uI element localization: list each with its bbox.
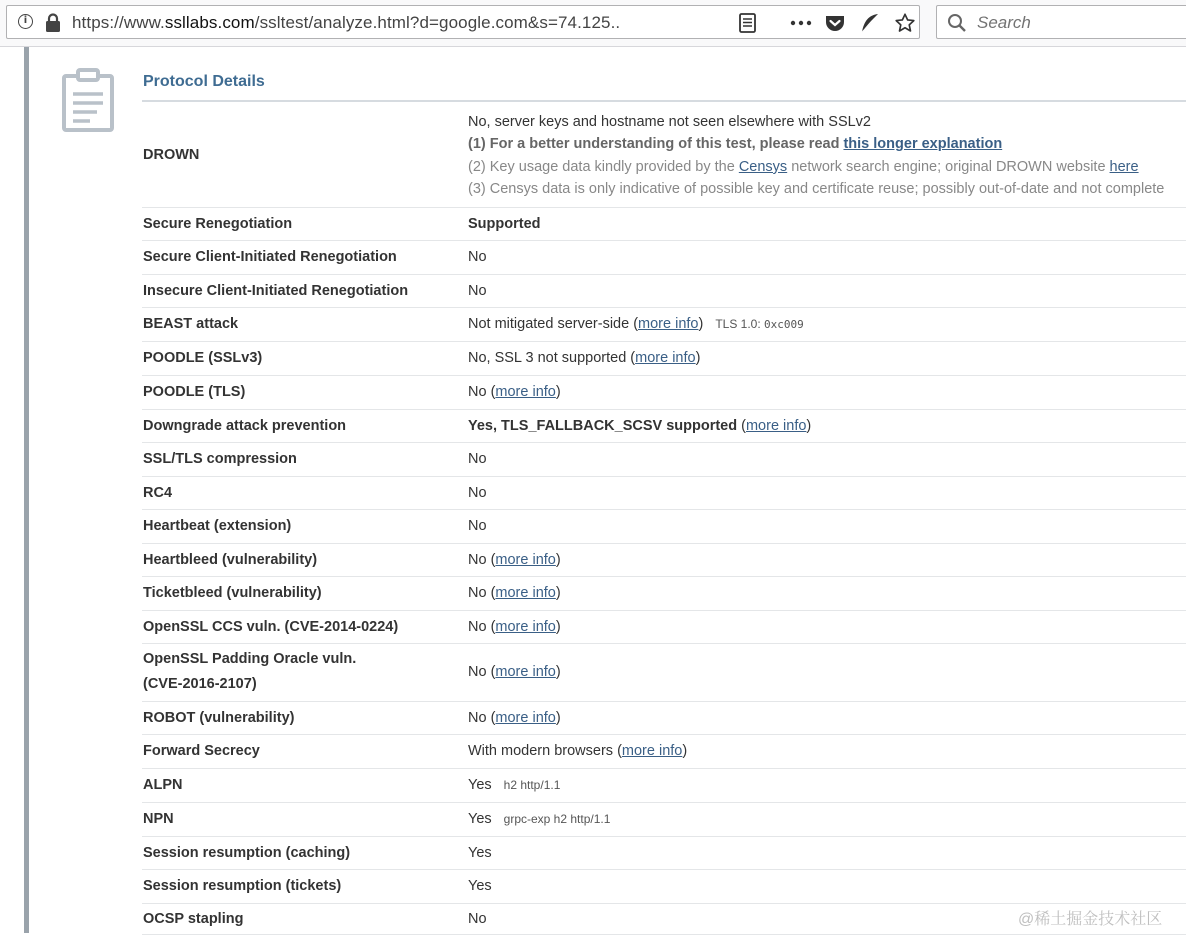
row-label: BEAST attack (142, 307, 468, 341)
protocol-list: h2 http/1.1 (503, 778, 561, 792)
row-value: No (468, 509, 1186, 543)
row-value: No (468, 476, 1186, 509)
protocol-list: grpc-exp h2 http/1.1 (503, 812, 611, 826)
page-left-border (24, 47, 29, 933)
row-value: No (468, 903, 1186, 934)
more-info-link[interactable]: more info (621, 743, 683, 759)
table-row (142, 869, 1186, 903)
table-row (142, 307, 1186, 341)
url-text[interactable]: https://www.ssllabs.com/ssltest/analyze.html?d=google.com&s=74.125.. (72, 13, 621, 32)
row-value: No (more info) (468, 643, 1186, 701)
more-info-link[interactable]: more info (495, 664, 556, 680)
drown-website-link[interactable]: here (1109, 158, 1139, 175)
row-label: Secure Client-Initiated Renegotiation (142, 240, 468, 274)
protocol-details-table (142, 103, 1186, 935)
drown-note-2: (2) Key usage data kindly provided by the Censys network search engine; original DROWN website here (468, 158, 1139, 175)
more-info-link[interactable]: more info (495, 585, 556, 601)
row-value: No (more info) (468, 375, 1186, 409)
row-value: Yes h2 http/1.1 (468, 768, 1186, 802)
row-value: Yes, TLS_FALLBACK_SCSV supported (more info) (468, 409, 1186, 442)
section-divider (142, 100, 1186, 102)
row-label: Insecure Client-Initiated Renegotiation (142, 274, 468, 307)
drown-result: No, server keys and hostname not seen elsewhere with SSLv2 (468, 113, 871, 130)
row-label: Downgrade attack prevention (142, 409, 468, 442)
more-actions-icon[interactable] (789, 11, 813, 35)
search-placeholder: Search (977, 13, 1031, 32)
row-label: Session resumption (tickets) (142, 869, 468, 903)
drown-note-1: (1) For a better understanding of this test, please read this longer explanation (468, 136, 1003, 153)
row-value: No (more info) (468, 576, 1186, 610)
drown-note-3: (3) Censys data is only indicative of possible key and certificate reuse; possibly out-of-date and not complete (468, 181, 1165, 198)
site-info-icon[interactable]: i (18, 14, 33, 29)
table-row (142, 802, 1186, 836)
table-row (142, 442, 1186, 476)
row-label: Session resumption (caching) (142, 836, 468, 869)
censys-link[interactable]: Censys (738, 158, 788, 175)
table-row (142, 734, 1186, 768)
row-label: POODLE (TLS) (142, 375, 468, 409)
row-value (468, 103, 1186, 207)
lock-icon[interactable] (45, 13, 61, 33)
watermark: @稀土掘金技术社区 (1018, 911, 1163, 928)
row-label: RC4 (142, 476, 468, 509)
row-label: Secure Renegotiation (142, 207, 468, 240)
table-row (142, 409, 1186, 442)
table-row (142, 543, 1186, 576)
row-label: NPN (142, 802, 468, 836)
row-value: No (468, 274, 1186, 307)
table-row (142, 610, 1186, 643)
more-info-link[interactable]: more info (495, 551, 556, 568)
table-row (142, 836, 1186, 869)
table-row (142, 701, 1186, 734)
section-title: Protocol Details (143, 73, 265, 90)
row-value: Yes (468, 836, 1186, 869)
row-label: Forward Secrecy (142, 734, 468, 768)
search-icon (947, 13, 967, 33)
row-value: Supported (468, 207, 1186, 240)
cipher-detail: TLS 1.0: 0xc009 (715, 317, 804, 331)
row-label: OCSP stapling (142, 903, 468, 934)
row-value: Not mitigated server-side (more info) TLS 1.0: 0xc009 (468, 307, 1186, 341)
more-info-link[interactable]: more info (495, 709, 556, 726)
row-value: No (more info) (468, 610, 1186, 643)
row-label: Ticketbleed (vulnerability) (142, 576, 468, 610)
row-label: OpenSSL CCS vuln. (CVE-2014-0224) (142, 610, 468, 643)
bookmark-star-icon[interactable] (894, 11, 916, 35)
row-value: No (468, 442, 1186, 476)
table-row (142, 375, 1186, 409)
row-label: SSL/TLS compression (142, 442, 468, 476)
table-row (142, 509, 1186, 543)
more-info-link[interactable]: more info (635, 350, 696, 366)
row-label: OpenSSL Padding Oracle vuln. (CVE-2016-2107) (142, 643, 468, 701)
reader-view-icon[interactable] (738, 11, 758, 35)
row-value: Yes grpc-exp h2 http/1.1 (468, 802, 1186, 836)
row-value: No (more info) (468, 701, 1186, 734)
browser-toolbar (0, 0, 1186, 47)
row-label: DROWN (142, 103, 468, 207)
row-value: With modern browsers (more info) (468, 734, 1186, 768)
table-row (142, 476, 1186, 509)
table-row (142, 643, 1186, 701)
row-label: ALPN (142, 768, 468, 802)
table-row (142, 240, 1186, 274)
row-label: Heartbeat (extension) (142, 509, 468, 543)
table-row (142, 768, 1186, 802)
search-bar[interactable] (936, 5, 1186, 39)
feather-icon[interactable] (859, 11, 881, 35)
row-value: Yes (468, 869, 1186, 903)
row-label: ROBOT (vulnerability) (142, 701, 468, 734)
table-row-drown (142, 103, 1186, 207)
pocket-icon[interactable] (824, 11, 846, 35)
table-row (142, 274, 1186, 307)
table-row (142, 207, 1186, 240)
more-info-link[interactable]: more info (638, 316, 699, 332)
longer-explanation-link[interactable]: this longer explanation (843, 136, 1003, 153)
clipboard-icon (62, 68, 116, 132)
row-value: No (468, 240, 1186, 274)
row-label: POODLE (SSLv3) (142, 341, 468, 375)
more-info-link[interactable]: more info (495, 384, 556, 400)
more-info-link[interactable]: more info (495, 618, 556, 635)
row-label: Heartbleed (vulnerability) (142, 543, 468, 576)
table-row (142, 576, 1186, 610)
url-bar[interactable] (6, 5, 920, 39)
table-row (142, 341, 1186, 375)
row-value: No, SSL 3 not supported (more info) (468, 341, 1186, 375)
row-value: No (more info) (468, 543, 1186, 576)
more-info-link[interactable]: more info (745, 417, 807, 434)
